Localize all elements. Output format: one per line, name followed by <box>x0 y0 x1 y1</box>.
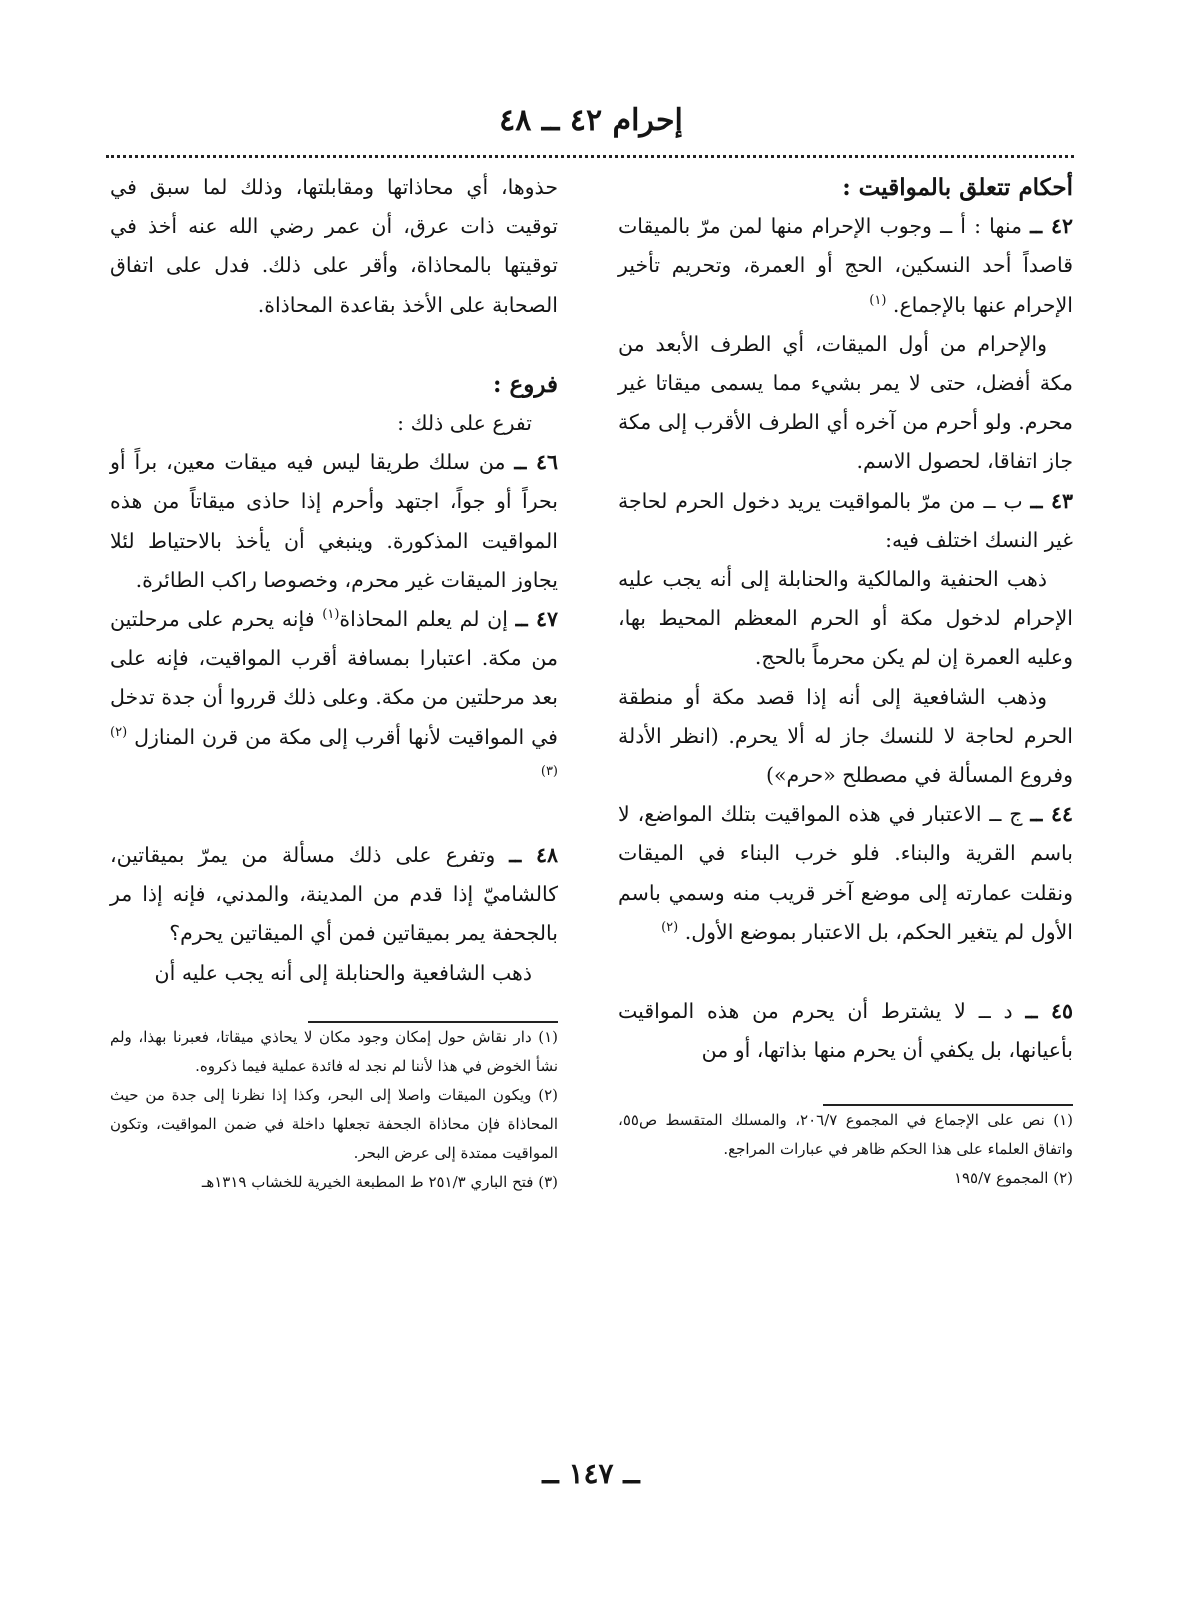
footnote-reference: (٢) (٣) <box>110 724 558 780</box>
section-intro: تفرع على ذلك : <box>397 411 532 436</box>
paragraph-43-hanafi: ذهب الحنفية والمالكية والحنابلة إلى أنه يجب عليه الإحرام لدخول مكة أو الحرم المعظم المحيط بها، وعليه العمرة إن لم يكن محرماً بالحج. <box>618 567 1073 670</box>
footnote-1: (١) نص على الإجماع في المجموع ٢٠٦/٧، والمسلك المتقسط ص٥٥، واتفاق العلماء على هذا الحكم ظاهر في عبارات المراجع. <box>618 1111 1073 1159</box>
paragraph-text: فإنه يحرم على مرحلتين من مكة. اعتبارا بمسافة أقرب المواقيت، فإنه على بعد مرحلتين من مكة. وعلى ذلك قرروا أن جدة تدخل في المواقيت لأنها أقرب إلى مكة من قرن المنازل <box>110 607 558 749</box>
paragraph-text: ب ــ من مرّ بالمواقيت يريد دخول الحرم لحاجة غير النسك اختلف فيه: <box>618 488 1073 552</box>
paragraph-text: د ــ لا يشترط أن يحرم من هذه المواقيت بأعيانها، بل يكفي أن يحرم منها بذاتها، أو من <box>618 999 1073 1063</box>
footnote-2: (٢) المجموع ١٩٥/٧ <box>953 1169 1073 1188</box>
paragraph-number: ٤٨ ــ <box>509 843 558 868</box>
footnote-reference: (١) <box>869 292 887 308</box>
footnotes-left <box>110 1023 558 1197</box>
paragraph-44 <box>618 795 1073 952</box>
footnote-3: (٣) فتح الباري ٢٥١/٣ ط المطبعة الخيرية للخشاب ١٣١٩هـ <box>201 1172 558 1191</box>
paragraph-48 <box>110 836 558 954</box>
spacer <box>110 796 558 836</box>
section-title-furu: فروع : <box>492 370 558 398</box>
footnote-reference: (١) <box>322 607 340 623</box>
spacer <box>618 1070 1073 1104</box>
paragraph-42 <box>618 207 1073 325</box>
paragraph-45 <box>618 992 1073 1070</box>
header-dotted-rule <box>106 155 1074 158</box>
paragraph-48-continued: ذهب الشافعية والحنابلة إلى أنه يجب عليه أن <box>154 960 532 985</box>
paragraph-42-continued: والإحرام من أول الميقات، أي الطرف الأبعد من مكة أفضل، حتى لا يمر بشيء مما يسمى ميقاتا غير محرم. ولو أحرم من آخره أي الطرف الأقرب إلى مكة جاز اتفاقا، لحصول الاسم. <box>618 331 1073 474</box>
section-title-mawaqit: أحكام تتعلق بالمواقيت : <box>842 174 1073 201</box>
paragraph-number: ٤٤ ــ <box>1030 802 1073 827</box>
left-column <box>110 168 558 1197</box>
paragraph-text: إن لم يعلم المحاذاة <box>339 607 508 632</box>
paragraph-43 <box>618 482 1073 560</box>
paragraph-number: ٤٣ ــ <box>1030 488 1073 513</box>
paragraph-number: ٤٥ ــ <box>1025 999 1073 1024</box>
paragraph-45-continued: حذوها، أي محاذاتها ومقابلتها، وذلك لما سبق في توقيت ذات عرق، أن عمر رضي الله عنه أخذ في توقيتها بالمحاذاة، وأقر على ذلك. فدل على اتفاق الصحابة على الأخذ بقاعدة المحاذاة. <box>110 175 558 317</box>
paragraph-text: منها : أ ــ وجوب الإحرام منها لمن مرّ بالميقات قاصداً أحد النسكين، الحج أو العمرة، وتحريم تأخير الإحرام عنها بالإجماع. <box>618 214 1073 317</box>
footnote-1: (١) دار نقاش حول إمكان وجود مكان لا يحاذي ميقاتا، فعبرنا بهذا، ولم نشأ الخوض في هذا لأننا لم نجد له فائدة عملية فيما ذكروه. <box>110 1027 558 1075</box>
footnotes-right <box>618 1106 1073 1193</box>
right-column <box>618 168 1073 1193</box>
paragraph-text: من سلك طريقا ليس فيه ميقات معين، براً أو بحراً أو جواً، اجتهد وأحرم إذا حاذى ميقاتاً من هذه المواقيت المذكورة. وينبغي أن يأخذ بالاحتياط لئلا يجاوز الميقات غير محرم، وخصوصا راكب الطائرة. <box>110 450 558 592</box>
paragraph-number: ٤٦ ــ <box>514 450 558 475</box>
paragraph-43-shafii: وذهب الشافعية إلى أنه إذا قصد مكة أو منطقة الحرم لحاجة لا للنسك جاز له ألا يحرم. (انظر الأدلة وفروع المسألة في مصطلح «حرم») <box>618 684 1073 788</box>
spacer <box>110 325 558 365</box>
page-number: ــ ١٤٧ ــ <box>542 1457 640 1490</box>
running-head: إحرام ٤٢ ــ ٤٨ <box>499 103 683 138</box>
paragraph-number: ٤٧ ــ <box>515 607 558 632</box>
paragraph-number: ٤٢ ــ <box>1030 214 1073 239</box>
footnote-reference: (٢) <box>661 920 679 936</box>
spacer <box>110 993 558 1021</box>
paragraph-46 <box>110 443 558 600</box>
paragraph-text: وتفرع على ذلك مسألة من يمرّ بميقاتين، كالشاميّ إذا قدم من المدينة، والمدني، فإنه إذا مر بالجحفة يمر بميقاتين فمن أي الميقاتين يحرم؟ <box>110 843 558 946</box>
spacer <box>618 952 1073 992</box>
paragraph-text: ج ــ الاعتبار في هذه المواقيت بتلك المواضع، لا باسم القرية والبناء. فلو خرب البناء في الميقات ونقلت عمارته إلى موضع آخر قريب منه وسمي باسم الأول لم يتغير الحكم، بل الاعتبار بموضع الأول. <box>618 802 1073 944</box>
paragraph-47 <box>110 600 558 796</box>
footnote-2: (٢) ويكون الميقات واصلا إلى البحر، وكذا إذا نظرنا إلى جدة من حيث المحاذاة فإن محاذاة الجحفة تجعلها داخلة في ضمن المواقيت، وتكون المواقيت ممتدة إلى عرض البحر. <box>110 1085 558 1162</box>
